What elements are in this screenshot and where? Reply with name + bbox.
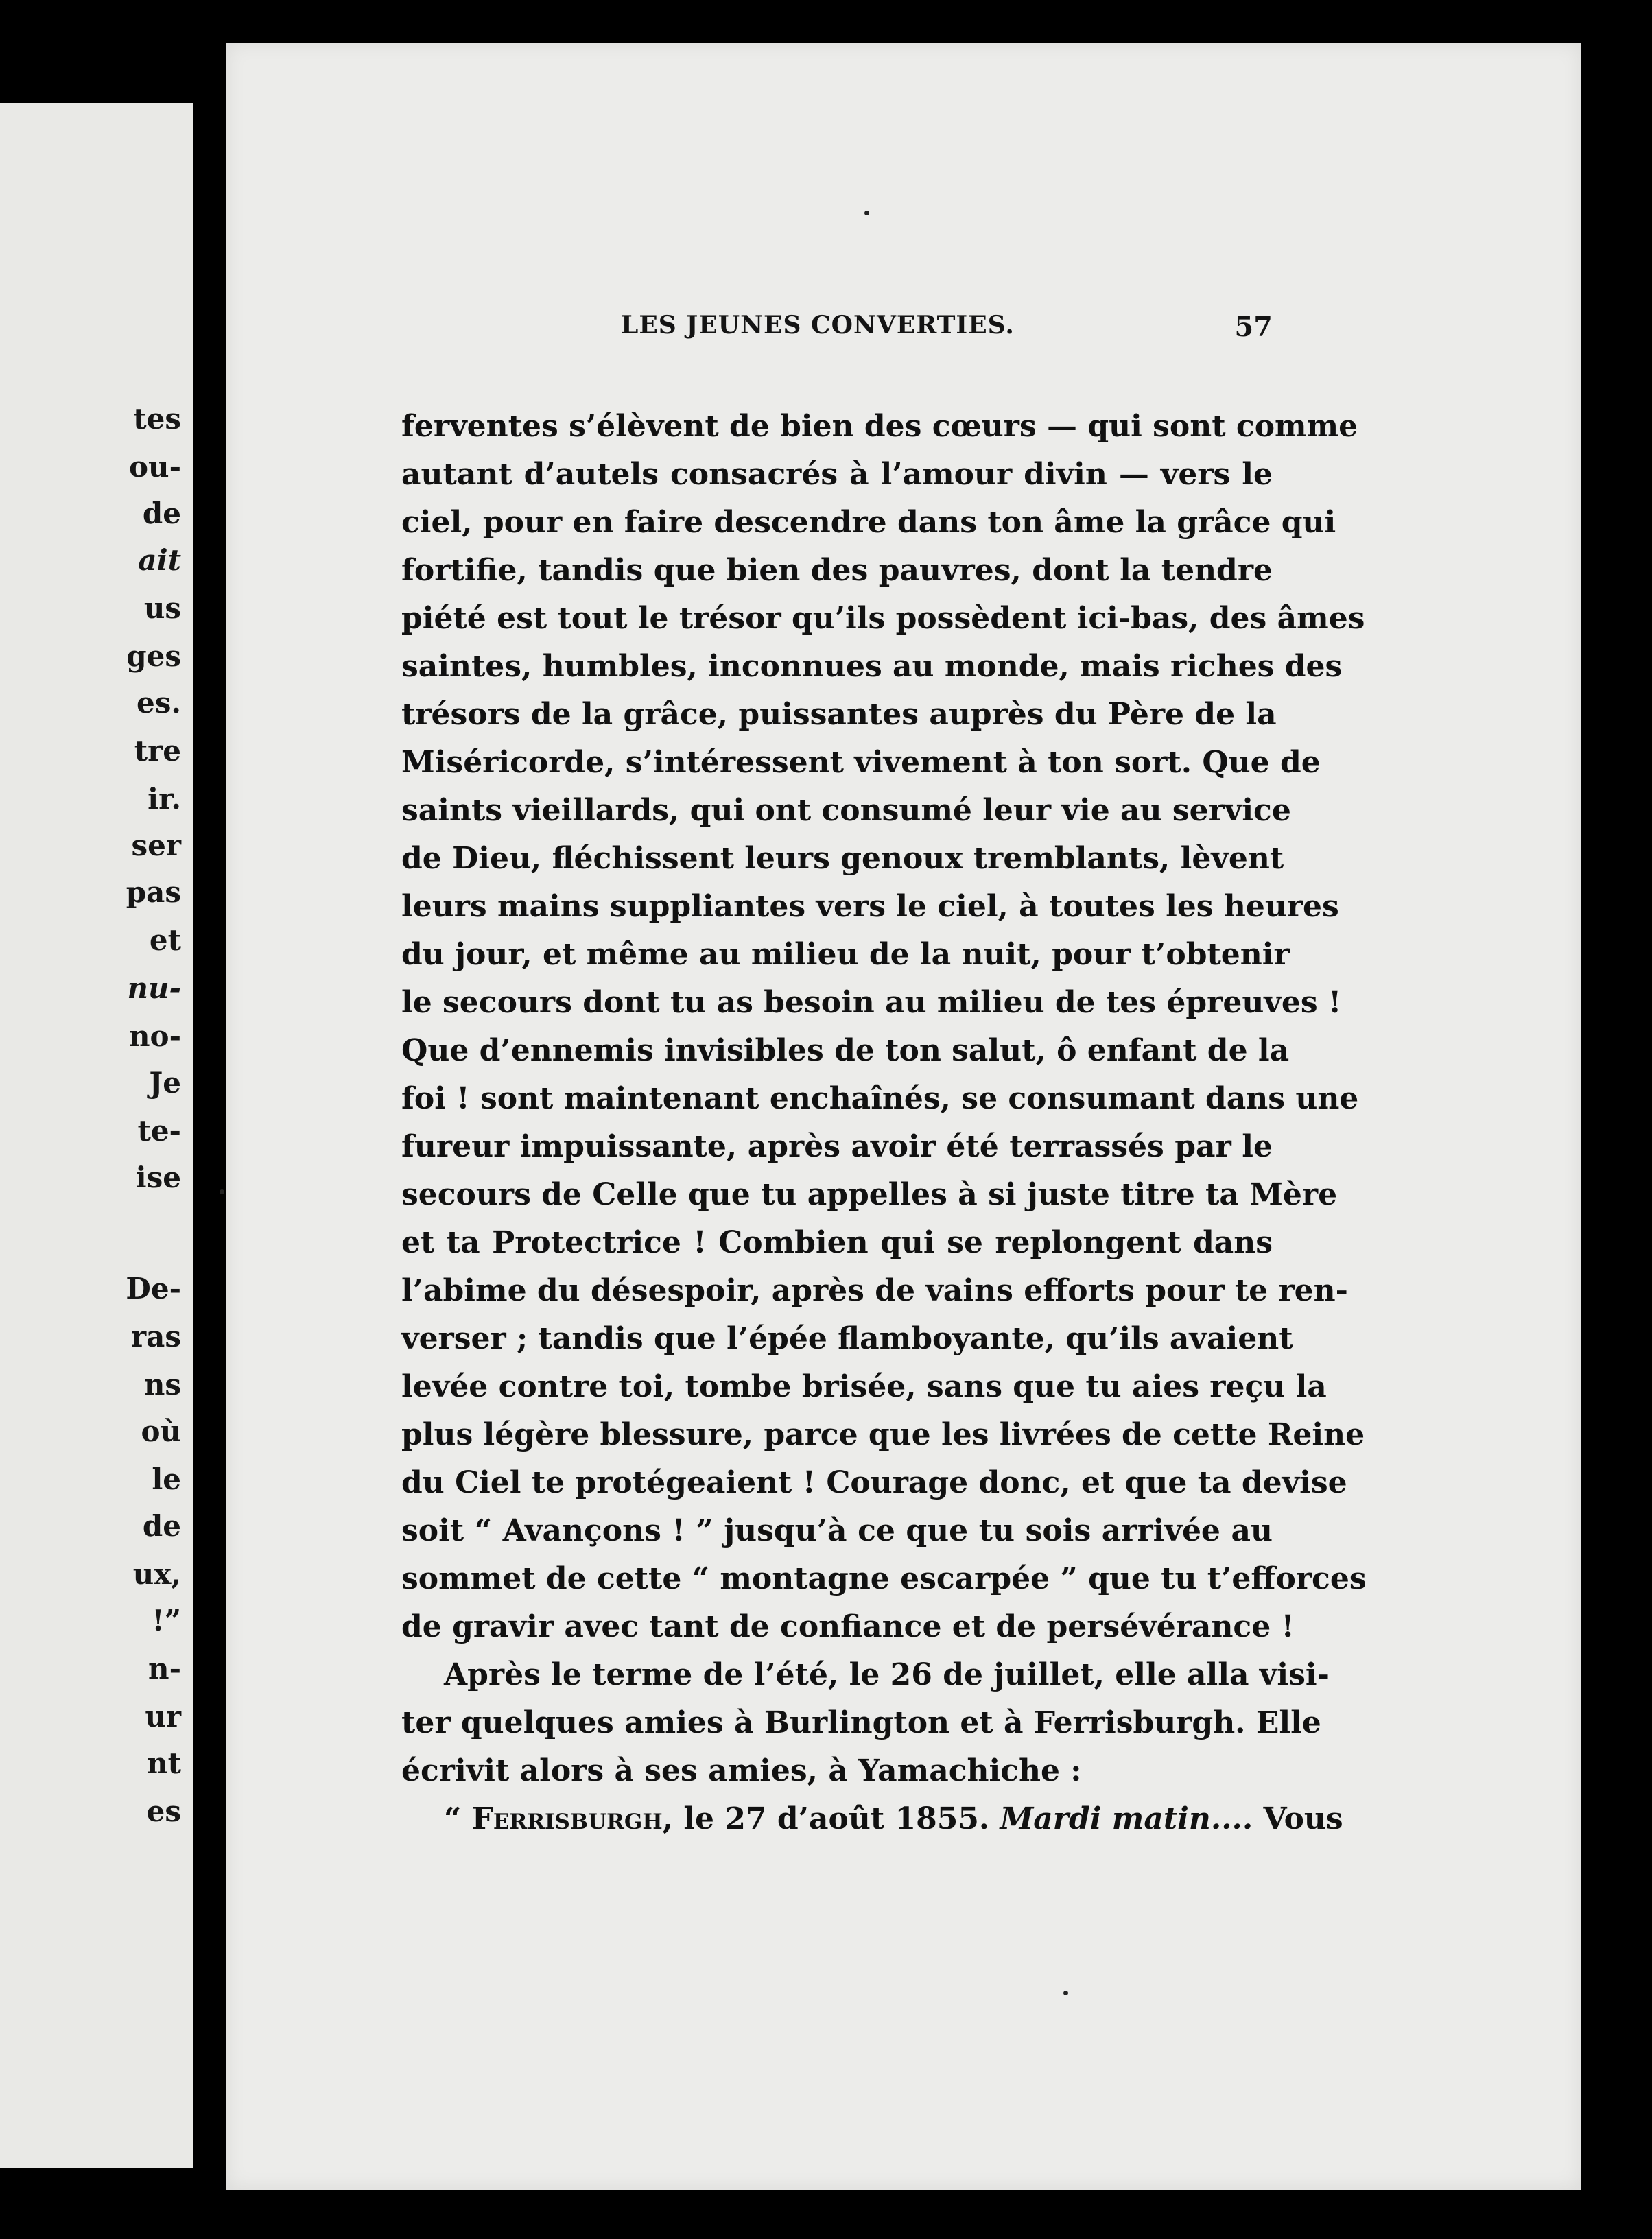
text-line: Après le terme de l’été, le 26 de juillet, elle alla visi-: [444, 1657, 1330, 1692]
letter-date: , le 27 d’août 1855.: [662, 1801, 1000, 1836]
letter-place: Ferrisburgh: [471, 1801, 663, 1836]
text-line: ciel, pour en faire descendre dans ton âme la grâce qui: [401, 505, 1336, 540]
text-line: de Dieu, fléchissent leurs genoux tremblants, lèvent: [401, 841, 1284, 876]
text-line: du jour, et même au milieu de la nuit, pour t’obtenir: [401, 937, 1290, 972]
previous-page-fragment: Je: [149, 1066, 181, 1100]
previous-page-fragment: ise: [135, 1161, 181, 1194]
previous-page-fragment: pas: [126, 875, 181, 909]
previous-page-fragment: no-: [129, 1019, 181, 1053]
text-line: trésors de la grâce, puissantes auprès du Père de la: [401, 697, 1277, 732]
previous-page-fragment: ras: [131, 1320, 181, 1353]
previous-page-fragment: où: [141, 1414, 181, 1448]
text-line: saintes, humbles, inconnues au monde, mais riches des: [401, 649, 1343, 684]
print-speck: [220, 1189, 224, 1194]
running-title: LES JEUNES CONVERTIES.: [621, 311, 1015, 340]
previous-page-fragment: ns: [143, 1368, 181, 1401]
previous-page-fragment: nu-: [127, 971, 181, 1005]
text-line: sommet de cette “ montagne escarpée ” que tu t’efforces: [401, 1561, 1367, 1596]
text-line: verser ; tandis que l’épée flamboyante, qu’ils avaient: [401, 1321, 1293, 1356]
text-line: le secours dont tu as besoin au milieu de tes épreuves !: [401, 985, 1342, 1020]
previous-page-fragment: !”: [152, 1604, 181, 1637]
previous-page-fragment: us: [143, 591, 181, 625]
text-line: fureur impuissante, après avoir été terrassés par le: [401, 1129, 1273, 1164]
text-line: écrivit alors à ses amies, à Yamachiche :: [401, 1753, 1082, 1788]
previous-page-fragment: de: [142, 497, 181, 530]
previous-page-fragment: ux,: [132, 1557, 181, 1591]
print-speck: [864, 211, 869, 215]
previous-page-fragment: ser: [131, 829, 181, 862]
text-line: plus légère blessure, parce que les livrées de cette Reine: [401, 1417, 1365, 1452]
previous-page-fragment: et: [149, 923, 181, 957]
letter-continuation: Vous: [1253, 1801, 1343, 1836]
previous-page-fragment: ur: [145, 1700, 181, 1733]
text-line: levée contre toi, tombe brisée, sans que tu aies reçu la: [401, 1369, 1327, 1404]
previous-page-fragment: tes: [133, 402, 181, 436]
text-line: foi ! sont maintenant enchaînés, se consumant dans une: [401, 1081, 1359, 1116]
running-header: [401, 311, 1273, 352]
previous-page-fragment: nt: [147, 1746, 181, 1780]
text-line: l’abime du désespoir, après de vains efforts pour te ren-: [401, 1273, 1348, 1308]
previous-page-fragment: te-: [137, 1114, 181, 1148]
previous-page-fragment: es: [146, 1794, 181, 1828]
text-line: ferventes s’élèvent de bien des cœurs — qui sont comme: [401, 409, 1358, 444]
previous-page-margin: [0, 103, 193, 2168]
text-line: et ta Protectrice ! Combien qui se replongent dans: [401, 1225, 1273, 1260]
letter-time: Mardi matin....: [1000, 1801, 1253, 1836]
previous-page-fragment: De-: [126, 1272, 181, 1305]
previous-page-fragment: ir.: [148, 782, 181, 816]
previous-page-fragment: n-: [148, 1652, 181, 1685]
letter-opening-line: [401, 1795, 1343, 1843]
text-line: de gravir avec tant de confiance et de persévérance !: [401, 1609, 1295, 1644]
previous-page-fragment: ges: [126, 639, 181, 673]
open-quote: “: [444, 1801, 472, 1836]
previous-page-fragment: tre: [134, 734, 181, 768]
text-line: Miséricorde, s’intéressent vivement à ton sort. Que de: [401, 745, 1321, 780]
text-line: leurs mains suppliantes vers le ciel, à toutes les heures: [401, 889, 1339, 924]
previous-page-fragment: ait: [138, 543, 181, 577]
text-line: ter quelques amies à Burlington et à Ferrisburgh. Elle: [401, 1705, 1321, 1740]
page-number: 57: [1234, 311, 1273, 343]
print-speck: [1063, 1991, 1068, 1995]
previous-page-fragment: le: [152, 1462, 181, 1496]
text-line: fortifie, tandis que bien des pauvres, dont la tendre: [401, 553, 1273, 588]
text-line: Que d’ennemis invisibles de ton salut, ô enfant de la: [401, 1033, 1290, 1068]
text-line: secours de Celle que tu appelles à si juste titre ta Mère: [401, 1177, 1338, 1212]
previous-page-fragment: de: [142, 1509, 181, 1543]
body-text: [401, 403, 1367, 1843]
previous-page-fragment: ou-: [129, 450, 181, 484]
text-line: soit “ Avançons ! ” jusqu’à ce que tu sois arrivée au: [401, 1513, 1273, 1548]
text-line: autant d’autels consacrés à l’amour divin — vers le: [401, 457, 1273, 492]
book-gutter: [193, 0, 226, 2239]
text-line: saints vieillards, qui ont consumé leur vie au service: [401, 793, 1291, 828]
text-line: piété est tout le trésor qu’ils possèdent ici-bas, des âmes: [401, 601, 1365, 636]
previous-page-fragment: es.: [137, 686, 181, 720]
text-line: du Ciel te protégeaient ! Courage donc, et que ta devise: [401, 1465, 1347, 1500]
